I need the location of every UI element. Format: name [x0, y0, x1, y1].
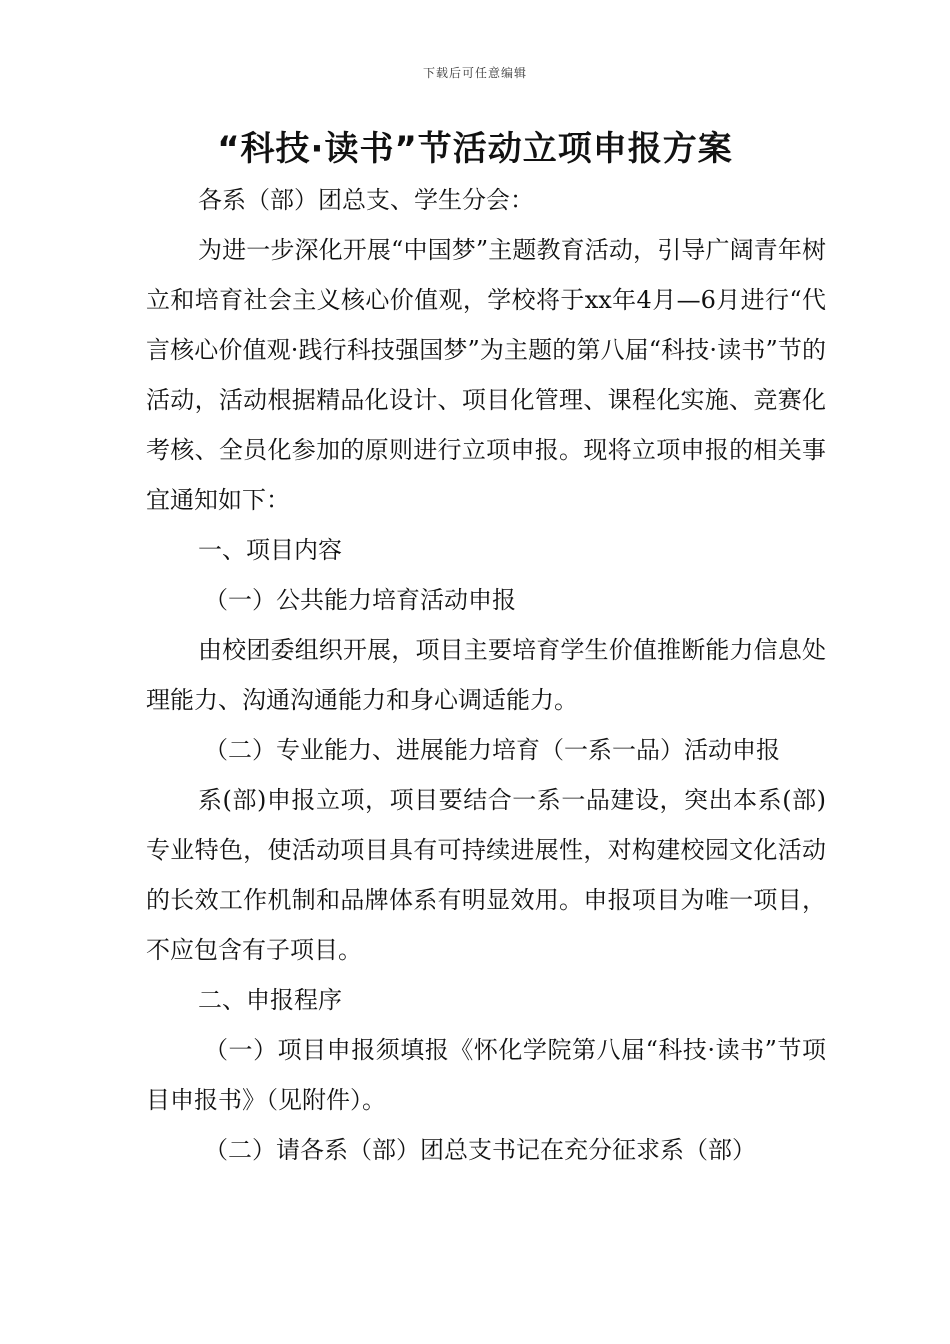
- section-heading-project-content: 一、项目内容: [198, 536, 342, 564]
- document-title: “科技·读书”节活动立项申报方案: [217, 129, 733, 169]
- document-header-note: 下载后可任意编辑: [422, 66, 527, 80]
- professional-ability-paragraph: 系(部)申报立项，项目要结合一系一品建设，突出本系(部)专业特色，使活动项目具有可持续进展性，对构建校园文化活动的长效工作机制和品牌体系有明显效用。申报项目为唯一项目，不应包含有子项目。: [146, 786, 826, 964]
- subsection-heading-public-ability: （一）公共能力培育活动申报: [204, 586, 516, 614]
- public-ability-paragraph: 由校团委组织开展，项目主要培育学生价值推断能力信息处理能力、沟通沟通能力和身心调适能力。: [146, 636, 826, 714]
- salutation: 各系（部）团总支、学生分会：: [198, 186, 534, 214]
- subsection-heading-professional-ability: （二）专业能力、进展能力培育（一系一品）活动申报: [204, 736, 780, 764]
- procedure-item-2: （二）请各系（部）团总支书记在充分征求系（部）: [204, 1136, 756, 1164]
- document-body: [146, 175, 826, 1175]
- procedure-item-1: （一）项目申报须填报《怀化学院第八届“科技·读书”节项目申报书》（见附件）。: [146, 1036, 826, 1114]
- section-heading-procedure: 二、申报程序: [198, 986, 342, 1014]
- intro-paragraph: 为进一步深化开展“中国梦”主题教育活动，引导广阔青年树立和培育社会主义核心价值观，学校将于xx年4月—6月进行“代言核心价值观·践行科技强国梦”为主题的第八届“科技·读书”节的活动，活动根据精品化设计、项目化管理、课程化实施、竞赛化考核、全员化参加的原则进行立项申报。现将立项申报的相关事宜通知如下：: [146, 236, 826, 514]
